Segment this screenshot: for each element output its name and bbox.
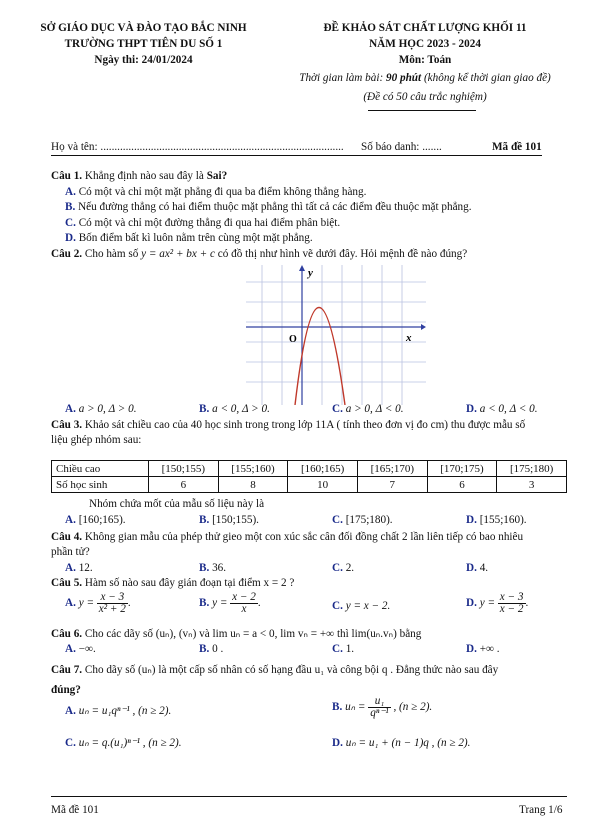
denominator: qⁿ⁻¹ — [370, 707, 389, 719]
numerator: x − 3 — [499, 591, 524, 603]
option-text: Bốn điểm bất kì luôn nằm trên cùng một mặt phẳng. — [78, 232, 313, 244]
question-7-label: Câu 7. — [51, 664, 83, 676]
numerator: x − 3 — [97, 592, 128, 604]
question-3-stem — [51, 419, 525, 431]
denominator: x — [241, 603, 247, 615]
option-text: a < 0, Δ < 0. — [479, 403, 538, 415]
question-3-option-d — [466, 514, 527, 526]
option-text: [155;160). — [479, 514, 527, 526]
question-6-text: Cho các dãy số (uₙ), (vₙ) và lim uₙ = a < 0, lim vₙ = +∞ thì lim(uₙ.vₙ) bằng — [84, 628, 422, 640]
option-letter-b: B. — [65, 201, 76, 213]
parabola-graph — [246, 265, 426, 405]
question-2-formula: y = ax² + bx + c — [141, 248, 215, 260]
option-letter-c: C. — [332, 643, 343, 655]
option-letter-a: A. — [65, 514, 76, 526]
table-cell: 7 — [357, 477, 427, 493]
option-text: Có một và chỉ một mặt phẳng đi qua ba điểm không thẳng hàng. — [78, 186, 367, 198]
question-4-option-b — [199, 562, 226, 574]
question-count-note: (Đề có 50 câu trắc nghiệm) — [363, 91, 487, 103]
question-1-label: Câu 1. — [51, 170, 83, 182]
question-2-label: Câu 2. — [51, 248, 83, 260]
exam-date: Ngày thi: 24/01/2024 — [94, 54, 193, 66]
y-axis-arrow — [299, 265, 305, 271]
candidate-name-field: Họ và tên: ....................................................................................... — [51, 141, 344, 153]
question-5-option-a: A. y = $\frac{x - 3}{\text{x² + 2}}$ . — [65, 591, 131, 615]
question-6-stem — [51, 627, 421, 640]
option-letter-b: B. — [199, 514, 210, 526]
numerator: u₁ — [368, 696, 390, 708]
question-7-option-d — [332, 736, 470, 749]
page-number: Trang 1/6 — [519, 804, 563, 816]
option-text: +∞ . — [479, 643, 500, 655]
option-text: 0 . — [212, 643, 224, 655]
question-3-followup: Nhóm chứa mốt của mẫu số liệu này là — [89, 498, 265, 510]
option-letter-b: B. — [199, 643, 210, 655]
question-1-option-a — [65, 186, 366, 198]
question-1-option-d — [65, 232, 313, 244]
option-text: uₙ = u₁qⁿ⁻¹ , (n ≥ 2). — [78, 705, 172, 717]
table-cell: Số học sinh — [52, 477, 149, 493]
option-letter-a: A. — [65, 705, 76, 717]
option-text-end: , (n ≥ 2). — [393, 701, 433, 714]
x-axis-label: x — [406, 332, 412, 344]
table-cell: [150;155) — [149, 461, 219, 477]
question-5-option-c — [332, 600, 390, 612]
question-6-option-c — [332, 643, 354, 655]
footer-divider — [51, 796, 567, 797]
x-axis-arrow — [421, 324, 426, 330]
option-text: 12. — [78, 562, 93, 574]
time-label: Thời gian làm bài: — [299, 72, 384, 84]
question-1-option-c — [65, 217, 340, 229]
option-text: 4. — [479, 562, 489, 574]
option-letter-c: C. — [332, 514, 343, 526]
fraction — [97, 592, 128, 615]
question-4-stem-line2: phần tử? — [51, 546, 90, 558]
option-letter-a: A. — [65, 403, 76, 415]
question-4-option-a — [65, 562, 93, 574]
numerator: x − 2 — [232, 591, 256, 603]
header-divider — [368, 110, 476, 111]
option-letter-c: C. — [332, 403, 343, 415]
school-year: NĂM HỌC 2023 - 2024 — [369, 38, 481, 50]
option-text: [175;180). — [345, 514, 393, 526]
option-text: [150;155). — [212, 514, 259, 526]
candidate-number-field: Số báo danh: ....... — [361, 141, 442, 153]
exam-title: ĐỀ KHẢO SÁT CHẤT LƯỢNG KHỐI 11 — [323, 22, 527, 34]
time-note: (không kể thời gian giao đề) — [423, 72, 551, 84]
table-cell: [165;170) — [357, 461, 427, 477]
option-letter-b: B. — [199, 597, 210, 610]
table-cell: 6 — [149, 477, 219, 493]
question-2-stem — [51, 248, 467, 260]
option-letter-c: C. — [332, 600, 343, 612]
option-text: uₙ = — [345, 701, 366, 714]
table-cell: 10 — [288, 477, 358, 493]
question-2-option-b — [199, 403, 270, 415]
option-letter-d: D. — [466, 562, 477, 574]
option-letter-d: D. — [466, 514, 477, 526]
denominator: x − 2 — [499, 603, 524, 615]
option-text: a < 0, Δ > 0. — [212, 403, 270, 415]
fraction — [230, 592, 258, 615]
table-row — [52, 461, 567, 477]
option-letter-d: D. — [466, 597, 477, 610]
option-letter-c: C. — [65, 737, 76, 749]
table-cell: Chiều cao — [52, 461, 149, 477]
option-text: [160;165). — [78, 514, 126, 526]
option-text: a > 0, Δ > 0. — [78, 403, 137, 415]
department-name: SỞ GIÁO DỤC VÀ ĐÀO TẠO BẮC NINH — [40, 22, 247, 34]
option-letter-c: C. — [65, 217, 76, 229]
time-info — [270, 72, 580, 84]
question-5-option-d: D. y = $\frac{x - 3}{x - 2}$ . — [466, 591, 529, 615]
question-6-label: Câu 6. — [51, 628, 83, 640]
option-text: uₙ = u₁ + (n − 1)q , (n ≥ 2). — [345, 737, 471, 749]
fraction — [498, 592, 526, 615]
question-5-stem — [51, 577, 294, 589]
table-cell: 3 — [497, 477, 567, 493]
question-6-option-d — [466, 643, 500, 655]
option-text: 36. — [212, 562, 227, 574]
question-7-stem — [51, 663, 498, 676]
question-4-text: Không gian mẫu của phép thử gieo một con xúc sắc cân đối đồng chất 2 lần liên tiếp có bao nhiêu — [84, 531, 524, 543]
option-letter-c: C. — [332, 562, 343, 574]
question-4-option-d — [466, 562, 488, 574]
question-4-label: Câu 4. — [51, 531, 83, 543]
question-2-option-c — [332, 403, 404, 415]
question-1-text: Khẳng định nào sau đây là — [84, 170, 204, 182]
question-5-text: Hàm số nào sau đây gián đoạn tại điểm x = 2 ? — [84, 577, 295, 589]
question-2-text: Cho hàm số — [84, 248, 139, 260]
option-text: uₙ = q.(u₁)ⁿ⁻¹ , (n ≥ 2). — [78, 737, 182, 749]
option-letter-b: B. — [199, 562, 210, 574]
option-letter-a: A. — [65, 597, 76, 610]
question-7-option-b — [332, 696, 432, 719]
y-axis-label: y — [308, 267, 313, 279]
time-value: 90 phút — [386, 72, 422, 84]
question-2-option-d — [466, 403, 538, 415]
option-text: 1. — [345, 643, 355, 655]
option-letter-d: D. — [332, 737, 343, 749]
option-text: Có một và chỉ một đường thẳng đi qua hai điểm phân biệt. — [78, 217, 341, 229]
question-4-option-c — [332, 562, 354, 574]
option-letter-b: B. — [332, 701, 343, 714]
question-3-option-b — [199, 514, 259, 526]
table-cell: 8 — [218, 477, 288, 493]
table-cell: [155;160) — [218, 461, 288, 477]
school-name: TRƯỜNG THPT TIÊN DU SỐ 1 — [64, 38, 223, 50]
table-row — [52, 477, 567, 493]
denominator: x² + 2 — [98, 603, 126, 615]
subject: Môn: Toán — [398, 54, 452, 66]
option-letter-a: A. — [65, 186, 76, 198]
question-1-stem — [51, 170, 227, 182]
option-text: −∞. — [78, 643, 96, 655]
height-frequency-table — [51, 460, 567, 493]
question-7-option-c — [65, 736, 182, 749]
question-4-stem — [51, 531, 523, 543]
origin-label: O — [289, 334, 297, 345]
option-text: 2. — [345, 562, 355, 574]
option-letter-b: B. — [199, 403, 210, 415]
table-cell: 6 — [427, 477, 497, 493]
question-7-option-a — [65, 704, 171, 717]
question-1-emphasis: Sai? — [206, 170, 228, 182]
question-3-label: Câu 3. — [51, 419, 83, 431]
question-7-stem-line2: đúng? — [51, 684, 81, 696]
option-letter-a: A. — [65, 562, 76, 574]
footer-exam-code: Mã đề 101 — [51, 804, 99, 816]
question-2-text-end: có đồ thị như hình vẽ dưới đây. Hỏi mệnh đề nào đúng? — [217, 248, 468, 260]
question-5-label: Câu 5. — [51, 577, 83, 589]
question-3-stem-line2: liệu ghép nhóm sau: — [51, 434, 142, 446]
option-letter-a: A. — [65, 643, 76, 655]
table-cell: [170;175) — [427, 461, 497, 477]
question-5-option-b: B. y = $\frac{x - 2}{x}$ . — [199, 591, 261, 615]
question-2-option-a — [65, 403, 137, 415]
question-6-option-b — [199, 643, 223, 655]
option-text: a > 0, Δ < 0. — [345, 403, 404, 415]
question-3-option-c — [332, 514, 393, 526]
question-1-option-b — [65, 201, 472, 213]
question-3-text: Khảo sát chiều cao của 40 học sinh trong trong lớp 11A ( tính theo đơn vị đo cm) thu được mẫu số — [84, 419, 526, 431]
info-divider — [51, 155, 542, 156]
option-text: Nếu đường thẳng có hai điểm thuộc mặt phẳng thì tất cả các điểm đều thuộc mặt phẳng. — [78, 201, 472, 213]
question-6-option-a — [65, 643, 96, 655]
table-cell: [160;165) — [288, 461, 358, 477]
option-letter-d: D. — [65, 232, 76, 244]
question-7-text: Cho dãy số (uₙ) là một cấp số nhân có số hạng đầu u₁ và công bội q . Đẳng thức nào sau đây — [84, 664, 499, 676]
exam-code: Mã đề 101 — [492, 141, 542, 153]
option-letter-d: D. — [466, 643, 477, 655]
option-letter-d: D. — [466, 403, 477, 415]
table-cell: [175;180) — [497, 461, 567, 477]
fraction — [368, 696, 390, 719]
question-3-option-a — [65, 514, 126, 526]
option-text: y = x − 2. — [345, 600, 391, 612]
graph-grid — [246, 265, 426, 405]
